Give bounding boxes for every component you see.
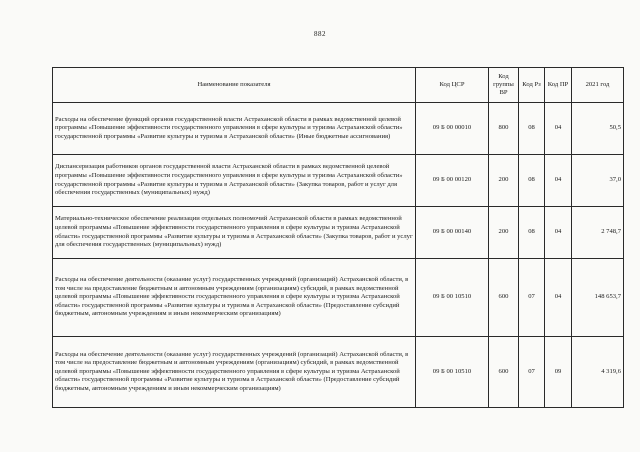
row-amount: 37,0 [572,155,624,207]
row-name: Диспансеризация работников органов государственной власти Астраханской области в рамках ведомственной целевой программы «Повышение эффективности государственного управления в сфере культуры и туризма Астраханской области» государственной программы «Развитие культуры и туризма в Астраханской области» (Закупка товаров, работ и услуг для обеспечения государственных (муниципальных) нужд) [53,155,416,207]
row-name: Расходы на обеспечение деятельности (оказание услуг) государственных учреждений (организаций) Астраханской области, в том числе на предоставление бюджетным и автономным учреждениям (организациям) субсидий, в рамках ведомственной целевой программы «Повышение эффективности государственного управления в сфере культуры и туризма Астраханской области» государственной программы «Развитие культуры и туризма в Астраханской области» (Предоставление субсидий бюджетным, автономным учреждениям и иным некоммерческим организациям) [53,259,416,337]
table-row [53,337,624,408]
row-rz: 08 [519,155,545,207]
row-csr: 09 Б 00 10510 [416,259,489,337]
row-pr: 04 [545,155,572,207]
row-rz: 07 [519,259,545,337]
row-amount: 50,5 [572,103,624,155]
header-pr: Код ПР [545,68,572,103]
row-name: Материально-техническое обеспечение реализации отдельных полномочий Астраханской области в рамках ведомственной целевой программы «Повышение эффективности государственного управления в сфере культуры и туризма Астраханской области» государственной программы «Развитие культуры и туризма в Астраханской области» (Закупка товаров, работ и услуг для обеспечения государственных (муниципальных) нужд) [53,207,416,259]
row-vr: 600 [489,259,519,337]
table-row [53,155,624,207]
row-pr: 04 [545,259,572,337]
row-vr: 200 [489,207,519,259]
row-rz: 08 [519,207,545,259]
table-header-row [53,68,624,103]
row-amount: 2 748,7 [572,207,624,259]
header-year: 2021 год [572,68,624,103]
row-vr: 200 [489,155,519,207]
row-csr: 09 Б 00 00120 [416,155,489,207]
row-pr: 04 [545,103,572,155]
header-rz: Код Рз [519,68,545,103]
row-amount: 4 319,6 [572,337,624,408]
row-name: Расходы на обеспечение функций органов государственной власти Астраханской области в рамках ведомственной целевой программы «Повышение эффективности государственного управления в сфере культуры и туризма Астраханской области» государственной программы «Развитие культуры и туризма в Астраханской области» (Иные бюджетные ассигнования) [53,103,416,155]
header-name: Наименование показателя [53,68,416,103]
page-number: 882 [314,30,326,38]
budget-table [52,67,624,408]
row-amount: 148 653,7 [572,259,624,337]
row-rz: 08 [519,103,545,155]
header-vr: Код группы ВР [489,68,519,103]
row-rz: 07 [519,337,545,408]
header-csr: Код ЦСР [416,68,489,103]
table-row [53,207,624,259]
row-vr: 600 [489,337,519,408]
table-row [53,259,624,337]
row-pr: 04 [545,207,572,259]
table-row [53,103,624,155]
row-csr: 09 Б 00 00010 [416,103,489,155]
row-pr: 09 [545,337,572,408]
row-vr: 800 [489,103,519,155]
row-csr: 09 Б 00 10510 [416,337,489,408]
row-csr: 09 Б 00 00140 [416,207,489,259]
row-name: Расходы на обеспечение деятельности (оказание услуг) государственных учреждений (организаций) Астраханской области, в том числе на предоставление бюджетным и автономным учреждениям (организациям) субсидий, в рамках ведомственной целевой программы «Повышение эффективности государственного управления в сфере культуры и туризма Астраханской области» государственной программы «Развитие культуры и туризма в Астраханской области» (Предоставление субсидий бюджетным, автономным учреждениям и иным некоммерческим организациям) [53,337,416,408]
